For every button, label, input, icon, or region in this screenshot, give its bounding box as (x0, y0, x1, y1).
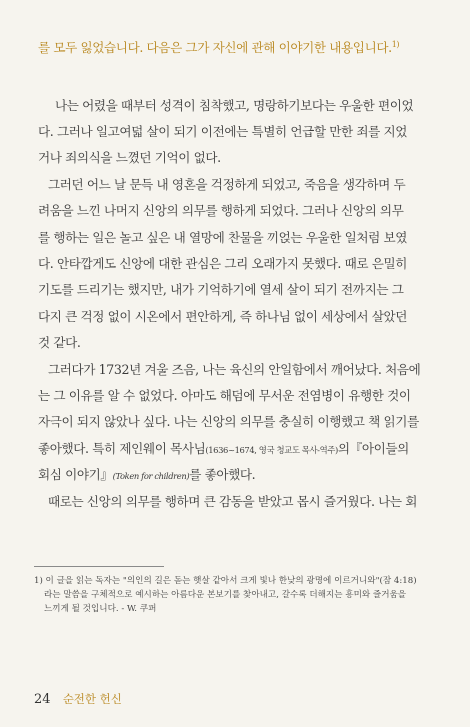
book-title-start: 의『아이들의 (337, 441, 409, 456)
text-line-16 (38, 467, 438, 484)
text-line-2: 나는 어렸을 때부터 성격이 침착했고, 명랑하기보다는 우울한 편이었 (55, 98, 414, 113)
footnote-line-2: 라는 말씀을 구체적으로 예시하는 아름다운 본보기를 찾아내고, 갈수록 더해지는 흥미와 즐거움을 (44, 590, 407, 600)
page-number: 24 (34, 692, 51, 707)
text-line-10: 다지 큰 걱정 없이 시온에서 편안하게, 즉 하나님 없이 세상에서 살았던 (38, 309, 408, 324)
book-title: 순전한 헌신 (62, 692, 122, 706)
text-line-6: 려움을 느낀 나머지 신앙의 의무를 행하게 되었다. 그러나 신앙의 의무 (38, 203, 404, 218)
minister-dates: (1636~1674, 영국 청교도 목사-역주) (205, 445, 338, 455)
text-line-5: 그러던 어느 날 문득 내 영혼을 걱정하게 되었고, 죽음을 생각하며 두 (48, 177, 406, 192)
text-line-14: 자극이 되지 않았나 싶다. 나는 신앙의 의무를 충실히 이행했고 책 읽기를 (38, 414, 419, 429)
text-line-3: 다. 그러나 일고여덟 살이 되기 이전에는 특별히 언급할 만한 죄를 지었 (38, 124, 408, 139)
text-line-15-start: 좋아했다. 특히 제인웨이 목사님 (38, 441, 206, 456)
text-line-9: 기도를 드리기는 했지만, 내가 기억하기에 열세 살이 되기 전까지는 그 (38, 282, 404, 297)
text-line-1-content: 를 모두 잃었습니다. 다음은 그가 자신에 관해 이야기한 내용입니다. (38, 40, 392, 56)
text-line-7: 를 행하는 일은 놀고 싶은 내 열망에 찬물을 끼얹는 우울한 일처럼 보였 (38, 230, 408, 245)
text-line-12: 그러다가 1732년 겨울 즈음, 나는 육신의 안일함에서 깨어났다. 처음에 (48, 362, 421, 377)
text-line-16-tail: 를 좋아했다. (189, 467, 256, 482)
footnote-marker: 1) (391, 40, 400, 49)
text-line-8: 다. 안타깝게도 신앙에 대한 관심은 그리 오래가지 못했다. 때로 은밀히 (38, 256, 408, 271)
page-footer (34, 691, 122, 707)
footnote-line-1: 1) 이 글을 읽는 독자는 "의인의 길은 돋는 햇살 같아서 크게 빛나 한낮의 광명에 이르거니와"(잠 4:18) (34, 576, 417, 586)
text-line-1 (38, 37, 428, 56)
text-line-13: 는 그 이유를 알 수 없었다. 아마도 해덤에 무서운 전염병이 유행한 것이 (38, 388, 411, 403)
text-line-11: 것 같다. (38, 335, 81, 350)
text-line-4: 거나 죄의식을 느꼈던 기억이 없다. (38, 150, 221, 165)
text-line-16-start: 회심 이야기』 (38, 467, 113, 482)
book-title-english: (Token for children) (112, 471, 190, 481)
text-line-15 (38, 441, 438, 458)
footnote-line-3: 느끼게 될 것입니다. - W. 쿠퍼 (44, 604, 157, 614)
footnote-divider (34, 566, 164, 567)
text-line-17: 때로는 신앙의 의무를 행하며 큰 감동을 받았고 몹시 즐거웠다. 나는 회 (48, 494, 418, 509)
